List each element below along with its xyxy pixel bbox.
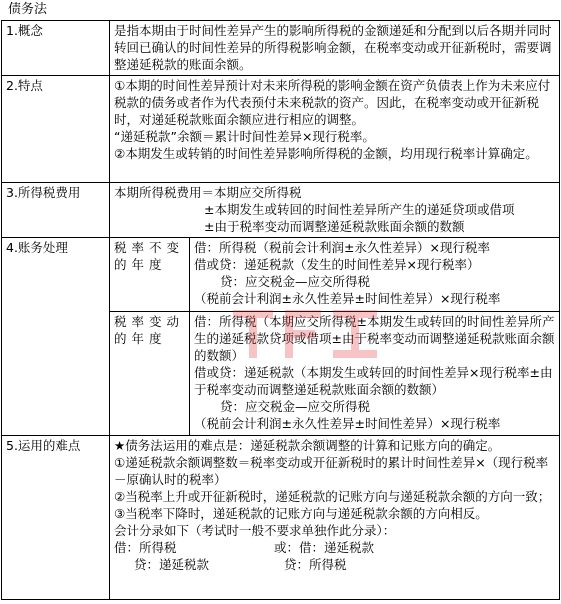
entry-credit-deferred: 贷：递延税款 <box>134 557 210 572</box>
journal-entries <box>114 539 555 556</box>
changed-line-3: 贷：应交税金—应交所得税 <box>220 399 371 414</box>
page-title: 债务法 <box>8 2 48 17</box>
row-content-difficulty <box>110 436 560 600</box>
sub-label-unchanged: 税率不变的年度 <box>110 238 190 312</box>
row-concept <box>2 21 560 76</box>
features-paragraph-3: ②本期发生或转销的时间性差异影响所得税的金额，均用现行税率计算确定。 <box>114 146 538 161</box>
features-paragraph-2: “递延税款”余额＝累计时间性差异×现行税率。 <box>114 129 375 144</box>
difficulty-paragraph-4: ③当税率下降时，递延税款的记账方向与递延税款余额的方向相反。 <box>114 506 488 521</box>
difficulty-line-1: ★债务法运用的难点是：递延税款余额调整的计算和记账方向的确定。 <box>114 438 501 453</box>
unchanged-line-4: （税前会计利润±永久性差异±时间性差异）×现行税率 <box>194 291 501 306</box>
row-difficulty <box>2 436 560 600</box>
difficulty-paragraph-3: ②当税率上升或开征新税时，递延税款的记账方向与递延税款余额的方向一致； <box>114 489 551 504</box>
concept-text: 是指本期由于时间性差异产生的影响所得税的金额递延和分配到以后各期并同时转回已确认的时间性差异的所得税影响金额，在税率变动或开征新税时，需要调整递延税款的账面余额。 <box>114 23 552 72</box>
row-content-features <box>110 76 560 183</box>
expense-line-2: ±本期发生或转回的时间性差异所产生的递延贷项或借项 <box>204 202 515 217</box>
row-content-unchanged <box>190 238 560 312</box>
expense-line-3: ±由于税率变动而调整递延税款账面余额的数额 <box>204 219 465 234</box>
difficulty-line-5: 会计分录如下（考试时一般不要求单独作此分录）： <box>114 523 396 538</box>
changed-line-4: （税前会计利润±永久性差异±时间性差异）×现行税率 <box>194 416 501 431</box>
row-content-concept <box>110 21 560 76</box>
row-label-features: 2.特点 <box>2 76 110 183</box>
row-accounting-unchanged <box>2 238 560 312</box>
changed-paragraph-2: 借或贷：递延税款（本期发生或转回的时间性差异×现行税率±由于税率变动而调整递延税款账面余额的数额） <box>194 365 553 397</box>
entry-or-debit-deferred: 或：借：递延税款 <box>274 540 375 555</box>
entry-debit-tax: 借：所得税 <box>114 540 177 555</box>
entry-credit-tax: 贷：所得税 <box>284 557 347 572</box>
expense-line-1: 本期所得税费用＝本期应交所得税 <box>114 185 302 200</box>
features-paragraph-1: ①本期的时间性差异预计对未来所得税的影响金额在资产负债表上作为未来应付税款的债务或者作为代表预付未来税款的资产。因此，在税率变动或开征新税时，对递延税款账面余额应进行相应的调整。 <box>114 78 551 127</box>
sub-label-changed: 税率变动的年度 <box>110 312 190 436</box>
row-label-difficulty: 5.运用的难点 <box>2 436 110 600</box>
unchanged-line-3: 贷：应交税金—应交所得税 <box>220 274 371 289</box>
journal-entries-credit <box>114 556 555 573</box>
difficulty-paragraph-2: ①递延税款余额调整数＝税率变动或开征新税时的累计时间性差异×（现行税率－原确认时的税率） <box>114 455 549 487</box>
unchanged-line-1: 借：所得税（税前会计利润±永久性差异）×现行税率 <box>194 240 490 255</box>
row-label-concept: 1.概念 <box>2 21 110 76</box>
debt-method-table <box>1 20 560 600</box>
row-content-changed <box>190 312 560 436</box>
row-content-expense <box>110 183 560 238</box>
row-label-expense: 3.所得税费用 <box>2 183 110 238</box>
unchanged-line-2: 借或贷：递延税款（发生的时间性差异×现行税率） <box>194 257 480 272</box>
row-features <box>2 76 560 183</box>
changed-paragraph-1: 借：所得税（本期应交所得税±本期发生或转回的时间性差异所产生的递延税款贷项或借项±由于税率变动而调整递延税款账面余额的数额） <box>194 314 555 363</box>
row-expense <box>2 183 560 238</box>
row-label-accounting: 4.账务处理 <box>2 238 110 436</box>
